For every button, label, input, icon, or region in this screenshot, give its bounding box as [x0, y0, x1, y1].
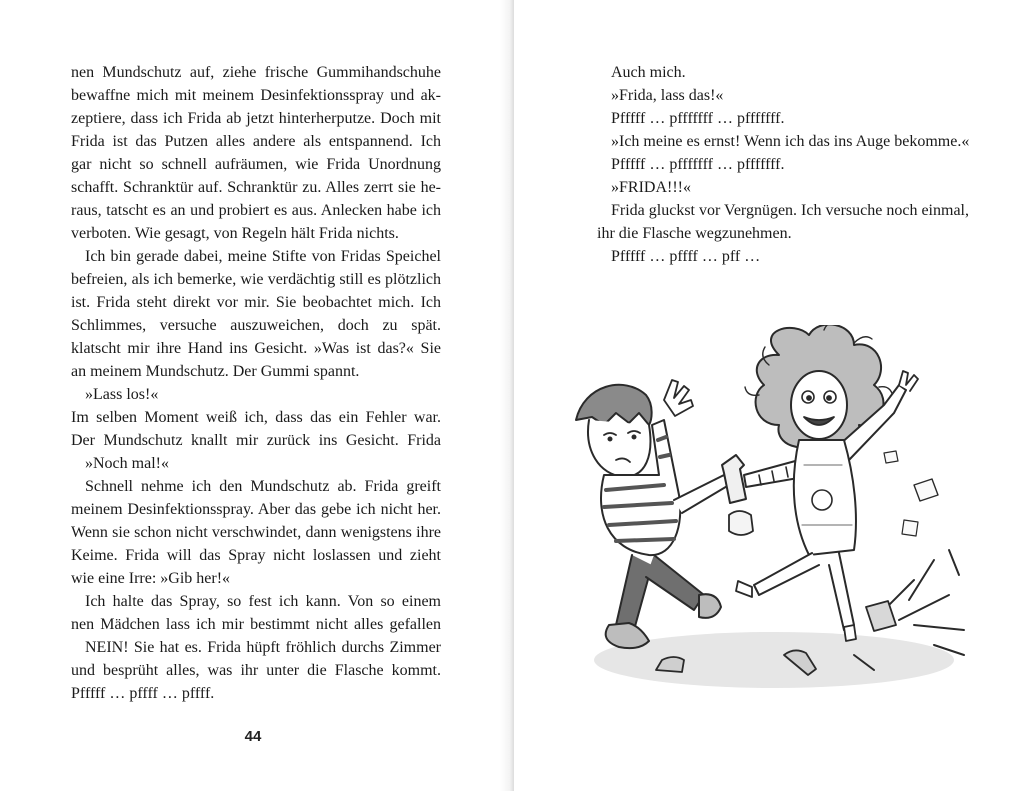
text-line: ihr die Flasche wegzunehmen. — [597, 225, 792, 242]
boy-figure — [576, 380, 746, 648]
spray-bottle — [722, 455, 746, 503]
text-line: wie eine Irre: »Gib her!« — [71, 570, 231, 587]
text-line: »Lass los!« — [85, 386, 159, 403]
right-page — [514, 0, 1024, 791]
text-line: »FRIDA!!!« — [611, 179, 691, 196]
text-line: Pfffff … pffff … pffff. — [71, 685, 215, 702]
text-line: Der Mundschutz knallt mir zurück ins Gesicht. Frida — [71, 432, 441, 449]
left-page — [0, 0, 508, 791]
text-line: schafft. Schranktür auf. Schranktür zu. Alles zerrt sie he- — [71, 179, 441, 196]
text-line: Im selben Moment weiß ich, dass das ein Fehler war. — [71, 409, 441, 426]
girl-figure — [736, 325, 918, 641]
text-line: Frida gluckst vor Vergnügen. Ich versuche noch einmal, — [611, 202, 969, 219]
text-line: befreien, als ich bemerke, wie verdächtig still es plötzlich — [71, 271, 441, 288]
text-line: verboten. Wie gesagt, von Regeln hält Frida nichts. — [71, 225, 399, 242]
text-line: »Noch mal!« — [85, 455, 169, 472]
text-line: NEIN! Sie hat es. Frida hüpft fröhlich durchs Zimmer — [85, 639, 441, 656]
text-line: zeptiere, dass ich Frida ab jetzt hinterherputze. Doch mit — [71, 110, 441, 127]
text-line: meinem Desinfektionsspray. Aber das gebe ich nicht her. — [71, 501, 441, 518]
text-line: Ich bin gerade dabei, meine Stifte von Fridas Speichel — [85, 248, 441, 265]
text-line: »Ich meine es ernst! Wenn ich das ins Auge bekomme.« — [611, 133, 970, 150]
left-page-text — [71, 61, 441, 705]
text-line: Keime. Frida will das Spray nicht loslassen und zieht — [71, 547, 441, 564]
text-line: gar nicht so schnell aufräumen, wie Frida Unordnung — [71, 156, 441, 173]
paper-sheet — [914, 479, 938, 501]
text-line: nen Mädchen lass ich mir bestimmt nicht alles gefallen — [71, 616, 441, 633]
right-page-text — [597, 61, 970, 268]
illustration-kids-spray-scene — [554, 325, 994, 705]
text-line: nen Mundschutz auf, ziehe frische Gummihandschuhe — [71, 64, 441, 81]
text-line: ist. Frida steht direkt vor mir. Sie beobachtet mich. Ich — [71, 294, 441, 311]
text-line: an meinem Mundschutz. Der Gummi spannt. — [71, 363, 360, 380]
paper-sheet — [902, 520, 918, 536]
paper-sheet — [884, 451, 898, 463]
text-line: »Frida, lass das!« — [611, 87, 724, 104]
text-line: bewaffne mich mit meinem Desinfektionsspray und ak- — [71, 87, 441, 104]
text-line: Frida ist das Putzen alles andere als entspannend. Ich — [71, 133, 441, 150]
text-line: raus, tatscht es an und probiert es aus. Anlecken habe ich — [71, 202, 441, 219]
text-line: Schlimmes, versuche auszuweichen, doch zu spät. — [71, 317, 441, 334]
text-line: Pfffff … pffff … pff … — [611, 248, 761, 265]
text-line: Auch mich. — [611, 64, 686, 81]
face-mask — [729, 511, 753, 535]
text-line: Pfffff … pfffffff … pfffffff. — [611, 110, 785, 127]
text-line: Wenn sie schon nicht verschwindet, dann wenigstens ihre — [71, 524, 441, 541]
text-line: Ich halte das Spray, so fest ich kann. Von so einem — [85, 593, 441, 610]
page-number: 44 — [244, 728, 262, 745]
text-line: und besprüht alles, was ihr unter die Flasche kommt. — [71, 662, 441, 679]
pencil-cup — [866, 601, 896, 631]
text-line: klatscht mir ihre Hand ins Gesicht. »Was ist das?« Sie — [71, 340, 441, 357]
text-line: Schnell nehme ich den Mundschutz ab. Frida greift — [85, 478, 441, 495]
text-line: Pfffff … pfffffff … pfffffff. — [611, 156, 785, 173]
